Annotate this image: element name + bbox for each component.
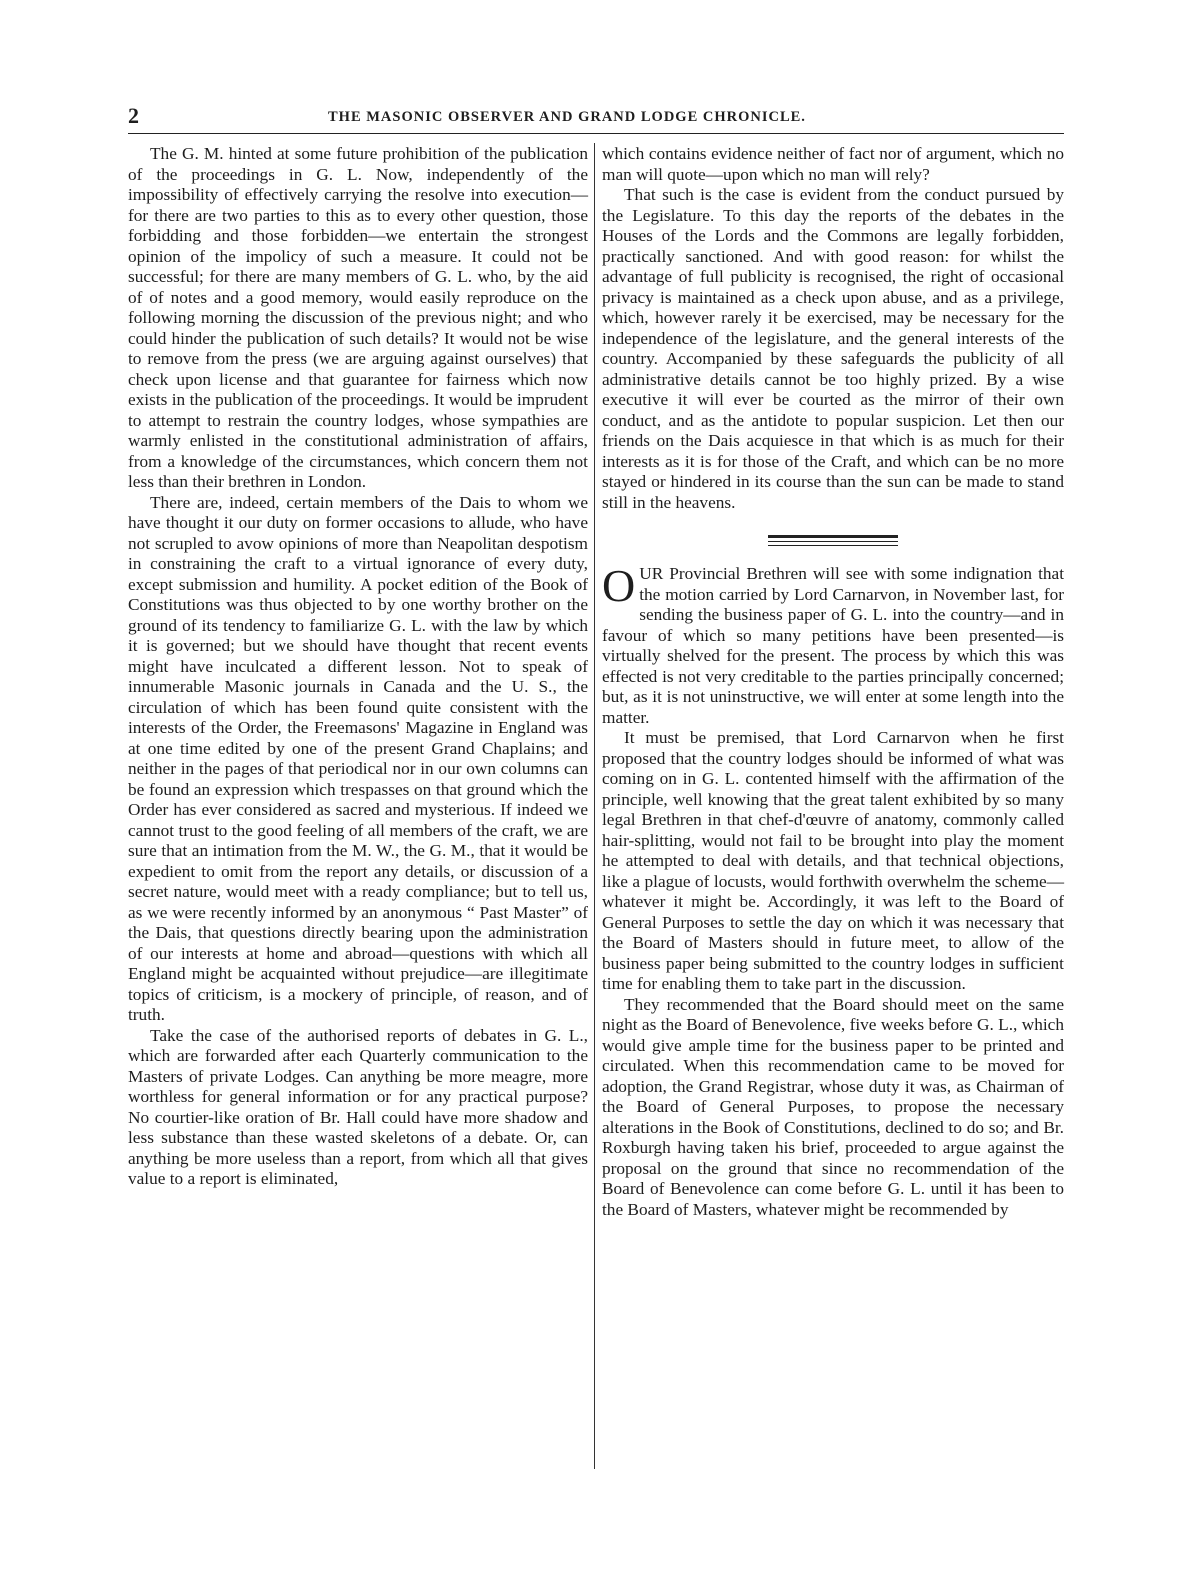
- right-paragraph-4: It must be premised, that Lord Carnarvon when he first proposed that the country lodges should be informed of what was coming on in G. L. contented himself with the affirmation of the principle, well knowing that the great talent exhibited by so many legal Brethren in that chef-d'œuvre of anatomy, commonly called hair-splitting, would not fail to be brought into play the moment he attempted to deal with details, and that technical objections, like a plague of locusts, would forthwith overwhelm the scheme—whatever it might be. Accordingly, it was left to the Board of General Purposes to settle the day on which it was necessary that the Board of Masters should in future meet, to allow of the business paper being submitted to the country lodges in sufficient time for enabling them to take part in the discussion.: [602, 728, 1064, 993]
- right-paragraph-1: which contains evidence neither of fact nor of argument, which no man will quote—upon which no man will rely?: [602, 144, 1064, 184]
- left-paragraph-3: Take the case of the authorised reports of debates in G. L., which are forwarded after each Quarterly communication to the Masters of private Lodges. Can anything be more meagre, more worthless for general information or for any practical purpose? No courtier-like oration of Br. Hall could have more shadow and less substance than these wasted skeletons of a debate. Or, can anything be more useless than a report, from which all that gives value to a report is eliminated,: [128, 1025, 588, 1188]
- right-column: [602, 144, 1064, 1220]
- section-separator: [768, 535, 898, 546]
- left-paragraph-1: The G. M. hinted at some future prohibition of the publication of the proceedings in G. L. Now, independently of the impossibility of effectively carrying the resolve into execution—for there are two parties to this as to every other question, those forbidding and those forbidden—we entertain the strongest opinion of the impolicy of such a measure. It could not be successful; for there are many members of G. L. who, by the aid of of notes and a good memory, would easily reproduce on the following morning the discussion of the previous night; and who could hinder the publication of such details? It would not be wise to remove from the press (we are arguing against ourselves) that check upon license and that guarantee for fairness which now exists in the publication of the proceedings. It would be imprudent to attempt to restrain the country lodges, whose sympathies are warmly enlisted in the constitutional administration of affairs, from a knowledge of the circumstances, which concern them not less than their brethren in London.: [128, 144, 588, 491]
- running-title: THE MASONIC OBSERVER AND GRAND LODGE CHRONICLE.: [328, 109, 806, 125]
- drop-cap: O: [602, 560, 636, 611]
- header-rule: [128, 133, 1064, 134]
- page-number: 2: [128, 103, 139, 128]
- right-paragraph-5: They recommended that the Board should meet on the same night as the Board of Benevolence, five weeks before G. L., which would give ample time for the business paper to be printed and circulated. When this recommendation came to be moved for adoption, the Grand Registrar, whose duty it was, as Chairman of the Board of General Purposes, to propose the necessary alterations in the Book of Constitutions, declined to do so; and Br. Roxburgh having taken his brief, proceeded to argue against the proposal on the ground that since no recommendation of the Board of Benevolence can come before G. L. until it has been to the Board of Masters, whatever might be recommended by: [602, 994, 1064, 1219]
- page-header: [128, 103, 1064, 133]
- left-paragraph-2: There are, indeed, certain members of the Dais to whom we have thought it our duty on former occasions to allude, who have not scrupled to avow opinions of more than Neapolitan despotism in constraining the craft to a virtual ignorance of every duty, except submission and humility. A pocket edition of the Book of Constitutions was thus objected to by one worthy brother on the ground of its tendency to familiarize G. L. with the law by which it is governed; but we should have thought that recent events might have inculcated a different lesson. Not to speak of innumerable Masonic journals in Canada and the U. S., the circulation of which has been found quite consistent with the interests of the Order, the Freemasons' Magazine in England was at one time edited by one of the present Grand Chaplains; and neither in the pages of that periodical nor in our own columns can be found an expression which trespasses on that ground which the Order has ever considered as sacred and mysterious. If indeed we cannot trust to the good feeling of all members of the craft, we are sure that an intimation from the M. W., the G. M., that it would be expedient to omit from the report any details, or discussion of a secret nature, would meet with a ready compliance; but to tell us, as we were recently informed by an anonymous “ Past Master” of the Dais, that questions directly bearing upon the administration of our interests at home and abroad—questions with which all England might be acquainted without prejudice—are illegitimate topics of criticism, is a mockery of principle, of reason, and of truth.: [128, 492, 588, 1024]
- left-column: [128, 144, 588, 1190]
- right-paragraph-2: That such is the case is evident from the conduct pursued by the Legislature. To this day the reports of the debates in the Houses of the Lords and the Commons are legally forbidden, practically sanctioned. And with good reason: for whilst the advantage of full publicity is recognised, the right of occasional privacy is maintained as a check upon abuse, and as a privilege, which, however rarely it be exercised, may be necessary for the independence of the legislature, and the general interests of the country. Accompanied by these safeguards the publicity of all administrative details cannot be too highly prized. By a wise executive it will ever be courted as the mirror of their own conduct, and as the antidote to popular suspicion. Let then our friends on the Dais acquiesce in that which is as much for their interests as it is for those of the Craft, and which can be no more stayed or hindered in its course than the sun can be made to stand still in the heavens.: [602, 185, 1064, 512]
- column-divider: [594, 143, 595, 1469]
- right-paragraph-3-text: UR Provincial Brethren will see with some indignation that the motion carried by Lord Carnarvon, in November last, for sending the business paper of G. L. into the country—and in favour of which so many petitions have been presented—is virtually shelved for the present. The process by which this was effected is not very creditable to the parties principally concerned; but, as it is not uninstructive, we will enter at some length into the matter.: [602, 564, 1064, 727]
- right-paragraph-3: [602, 560, 1064, 728]
